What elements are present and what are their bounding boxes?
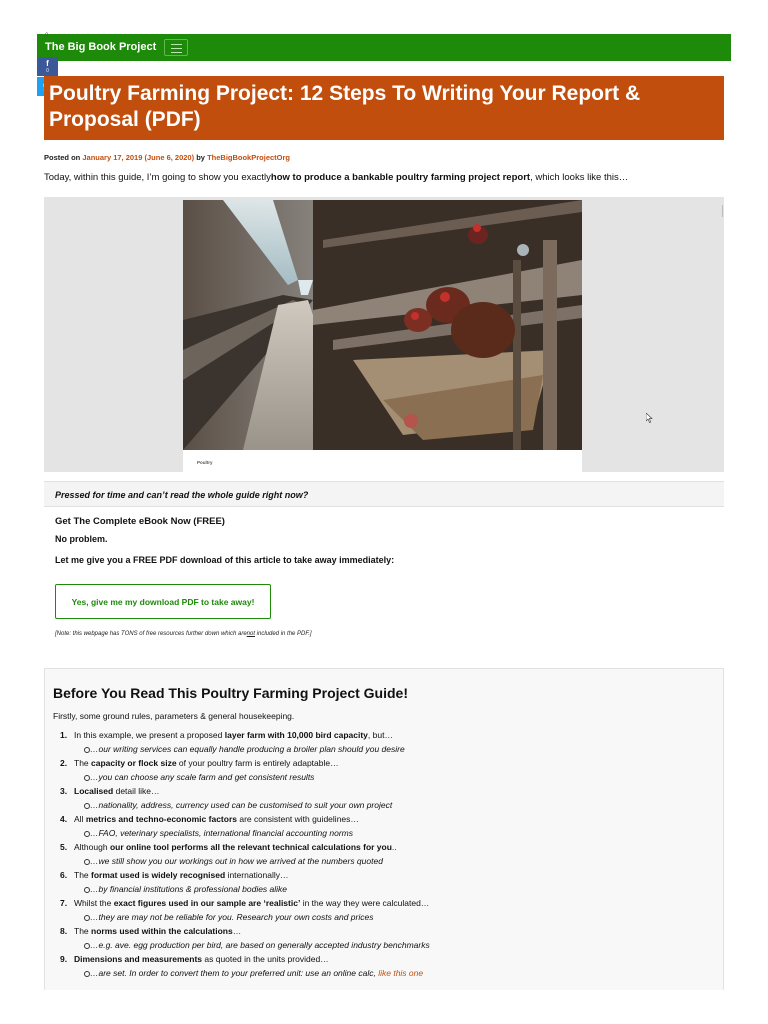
item-bold: Localised <box>74 786 114 796</box>
subitem-text: …are set. In order to convert them to your preferred unit: use an online calc, <box>90 968 376 978</box>
intro-paragraph <box>44 172 628 183</box>
note-underlined: not <box>246 631 255 637</box>
author-link[interactable]: TheBigBookProjectOrg <box>207 153 290 162</box>
item-text-end: , but… <box>367 730 393 740</box>
menu-toggle-button[interactable] <box>164 39 188 56</box>
item-text: Whilst the <box>74 898 112 908</box>
list-subitem: …they are may not be reliable for you. Research your own costs and prices <box>90 912 374 922</box>
guide-lead: Firstly, some ground rules, parameters & general housekeeping. <box>53 711 295 721</box>
pressed-for-time-banner <box>44 481 724 507</box>
guide-intro-panel <box>44 668 724 990</box>
item-bold: layer farm with 10,000 bird capacity <box>224 730 368 740</box>
hamburger-icon <box>171 44 182 45</box>
intro-text-start: Today, within this guide, I’m going to show you exactly <box>44 172 271 183</box>
list-number: 3. <box>60 786 68 796</box>
item-text: The <box>74 870 89 880</box>
image-caption-logo: Poultry <box>197 460 213 465</box>
item-text-end: .. <box>391 842 397 852</box>
item-text-end: in the way they were calculated… <box>302 898 430 908</box>
post-meta <box>44 153 290 162</box>
note-text-end: included in the PDF.] <box>256 631 312 637</box>
intro-text-end: , which looks like this… <box>530 172 629 183</box>
list-item <box>53 758 713 786</box>
facebook-icon: f <box>46 58 49 68</box>
article-title-banner <box>44 76 724 140</box>
get-ebook-heading: Get The Complete eBook Now (FREE) <box>55 516 225 527</box>
list-item <box>53 730 713 758</box>
item-text-end: are consistent with guidelines… <box>239 814 359 824</box>
unit-converter-link[interactable]: like this one <box>378 968 424 978</box>
free-pdf-bold: FREE PDF download <box>133 555 223 565</box>
item-bold: norms used within the calculations <box>91 926 233 936</box>
meta-prefix: Posted on <box>44 153 81 162</box>
featured-image <box>183 200 582 472</box>
list-item-text <box>74 814 359 824</box>
pressed-for-time-text: Pressed for time and can’t read the whole guide right now? <box>55 490 309 500</box>
intro-text-bold: how to produce a bankable poultry farming project report <box>270 172 531 183</box>
list-number: 8. <box>60 926 68 936</box>
free-pdf-paragraph <box>55 555 394 565</box>
free-pdf-text-start: Let me give you a <box>55 555 131 565</box>
post-date-link[interactable]: January 17, 2019 (June 6, 2020) <box>82 153 195 162</box>
item-bold: metrics and techno-economic factors <box>85 814 237 824</box>
brand-link[interactable]: The Big Book Project <box>45 41 157 53</box>
resources-note <box>55 631 312 637</box>
list-number: 9. <box>60 954 68 964</box>
list-subitem: …our writing services can equally handle producing a broiler plan should you desire <box>90 744 405 754</box>
list-subitem: …FAO, veterinary specialists, international financial accounting norms <box>90 828 353 838</box>
list-number: 5. <box>60 842 68 852</box>
item-text-end: … <box>232 926 242 936</box>
item-bold: Dimensions and measurements <box>74 954 203 964</box>
meta-by: by <box>196 153 205 162</box>
top-navbar <box>37 34 731 61</box>
list-item-text <box>74 842 397 852</box>
item-text: The <box>74 758 89 768</box>
item-text: All <box>74 814 84 824</box>
list-subitem: …by financial institutions & professional bodies alike <box>90 884 288 894</box>
facebook-share-count: 0 <box>46 67 49 74</box>
list-subitem: …we still show you our workings out in how we arrived at the numbers quoted <box>90 856 383 866</box>
item-text: The <box>74 926 89 936</box>
list-subitem: …nationality, address, currency used can be customised to suit your own project <box>90 800 393 810</box>
item-text: Although <box>74 842 108 852</box>
page-title: Poultry Farming Project: 12 Steps To Writing Your Report & Proposal (PDF) <box>49 82 641 131</box>
list-item <box>53 926 713 954</box>
list-item <box>53 842 713 870</box>
download-pdf-button[interactable]: Yes, give me my download PDF to take away! <box>55 584 271 619</box>
free-pdf-text-end: of this article to take away immediately: <box>224 555 395 565</box>
list-number: 2. <box>60 758 68 768</box>
list-number: 6. <box>60 870 68 880</box>
item-text-end: detail like… <box>115 786 160 796</box>
item-text-end: internationally… <box>227 870 289 880</box>
nav-counter: 0 <box>45 33 49 39</box>
no-problem-text: No problem. <box>55 534 108 544</box>
mouse-pointer-icon <box>646 413 653 423</box>
list-item-text <box>74 730 393 740</box>
list-item-text <box>74 758 339 768</box>
item-bold: our online tool performs all the relevant technical calculations for you <box>109 842 392 852</box>
list-number: 7. <box>60 898 68 908</box>
list-number: 4. <box>60 814 68 824</box>
list-item-text <box>74 954 329 964</box>
item-text-end: as quoted in the units provided… <box>204 954 329 964</box>
guide-heading: Before You Read This Poultry Farming Project Guide! <box>53 685 408 701</box>
list-item-text <box>74 786 160 796</box>
list-item <box>53 898 713 926</box>
facebook-share-button[interactable] <box>37 57 58 76</box>
list-item <box>53 954 713 982</box>
list-item <box>53 814 713 842</box>
list-item <box>53 870 713 898</box>
list-item-text <box>74 898 429 908</box>
list-subitem: …you can choose any scale farm and get consistent results <box>90 772 315 782</box>
item-bold: exact figures used in our sample are ‘realistic’ <box>113 898 301 908</box>
item-bold: capacity or flock size <box>91 758 177 768</box>
list-subitem: …e.g. ave. egg production per bird, are based on generally accepted industry benchmarks <box>90 940 430 950</box>
item-text-end: of your poultry farm is entirely adaptable… <box>178 758 339 768</box>
list-subitem <box>90 968 423 978</box>
list-item-text <box>74 870 289 880</box>
item-text: In this example, we present a proposed <box>74 730 223 740</box>
item-bold: format used is widely recognised <box>91 870 226 880</box>
note-text-start: [Note: this webpage has TONS of free resources further down which are <box>55 631 247 637</box>
list-item <box>53 786 713 814</box>
poultry-cage-photo <box>183 200 582 450</box>
list-item-text <box>74 926 241 936</box>
list-number: 1. <box>60 730 68 740</box>
ground-rules-list <box>53 730 713 982</box>
